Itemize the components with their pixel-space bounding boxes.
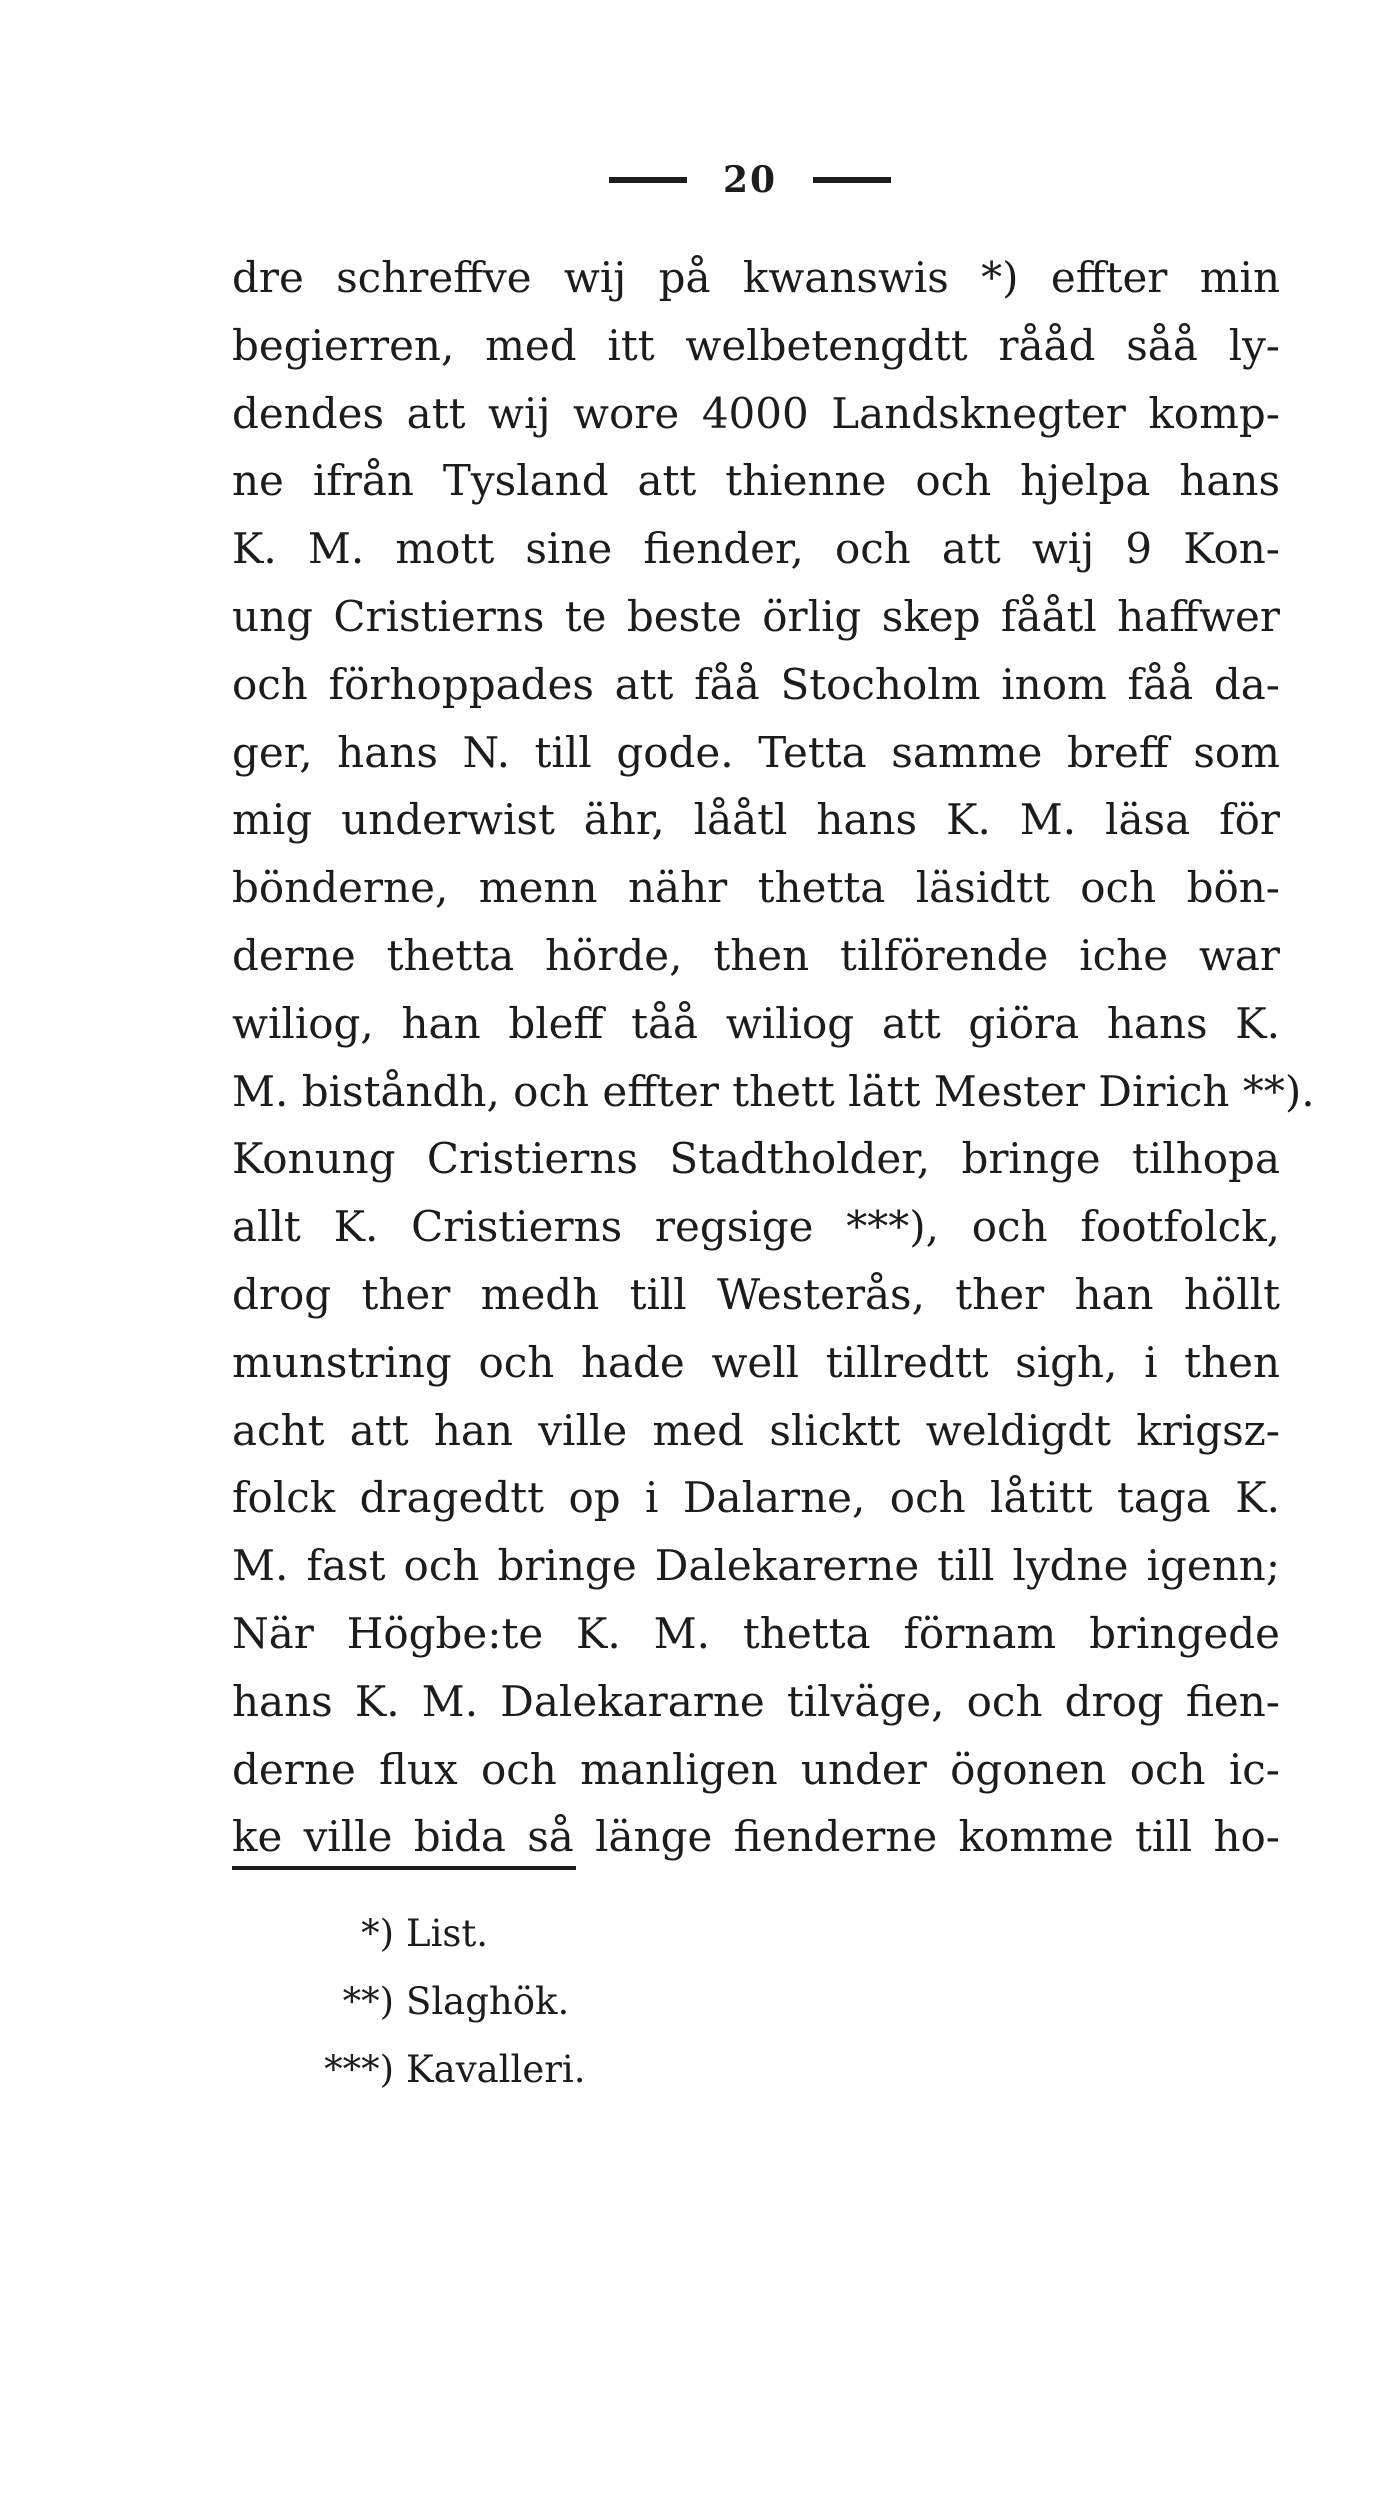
text-line: bönderne, menn nähr thetta läsidtt och bön-: [232, 863, 1280, 913]
text-line: När Högbe:te K. M. thetta förnam bringede: [232, 1608, 1280, 1658]
text-line: acht att han ville med slicktt weldigdt krigsz-: [232, 1405, 1280, 1455]
text-line: mig underwist ähr, lååtl hans K. M. läsa för: [232, 795, 1280, 845]
footnote-text: List.: [406, 1912, 489, 1955]
header-rule-left: [609, 177, 687, 183]
footnotes: [290, 1900, 586, 2104]
text-line: dendes att wij wore 4000 Landsknegter komp-: [232, 388, 1280, 438]
text-line: derne thetta hörde, then tilförende iche war: [232, 930, 1280, 980]
text-line: wiliog, han bleff tåå wiliog att giöra hans K.: [232, 998, 1280, 1048]
text-line: dre schreffve wij på kwanswis *) effter min: [232, 253, 1280, 302]
text-line: munstring och hade well tillredtt sigh, i then: [232, 1337, 1280, 1387]
page-number: 20: [722, 159, 778, 201]
text-line: ke ville bida så länge fienderne komme till ho-: [232, 1812, 1280, 1862]
text-line: M. fast och bringe Dalekarerne till lydne igenn;: [232, 1541, 1280, 1591]
text-line: derne flux och manligen under ögonen och ic-: [232, 1744, 1280, 1794]
footnote: [290, 2036, 586, 2104]
text-line: begierren, med itt welbetengdtt rååd såå ly-: [232, 320, 1280, 370]
footnote-marker: ***): [324, 2048, 394, 2091]
footnote-marker: *): [361, 1912, 394, 1955]
body-text: [232, 244, 1315, 1871]
text-line: M. biståndh, och effter thett lätt Mester Dirich **).: [232, 1066, 1315, 1116]
footnote-text: Slaghök.: [406, 1980, 570, 2023]
text-line: Konung Cristierns Stadtholder, bringe tilhopa: [232, 1134, 1280, 1184]
text-line: ung Cristierns te beste örlig skep fååtl haffwer: [232, 591, 1280, 641]
text-line: allt K. Cristierns regsige ***), och footfolck,: [232, 1202, 1280, 1252]
footnote: [290, 1968, 586, 2036]
text-line: hans K. M. Dalekararne tilväge, och drog fien-: [232, 1676, 1280, 1726]
header-rule-right: [813, 177, 891, 183]
text-line: drog ther medh till Westerås, ther han höllt: [232, 1269, 1280, 1319]
text-line: och förhoppades att fåå Stocholm inom fåå da-: [232, 659, 1280, 709]
footnote-marker: **): [342, 1980, 394, 2023]
footnote-rule: [232, 1866, 576, 1870]
text-line: ger, hans N. till gode. Tetta samme breff som: [232, 727, 1280, 777]
text-line: ne ifrån Tysland att thienne och hjelpa hans: [232, 456, 1280, 506]
text-line: folck dragedtt op i Dalarne, och låtitt taga K.: [232, 1473, 1280, 1523]
footnote-text: Kavalleri.: [406, 2048, 586, 2091]
page-header: [560, 150, 940, 210]
text-line: K. M. mott sine fiender, och att wij 9 Kon-: [232, 524, 1280, 574]
footnote: [290, 1900, 586, 1968]
